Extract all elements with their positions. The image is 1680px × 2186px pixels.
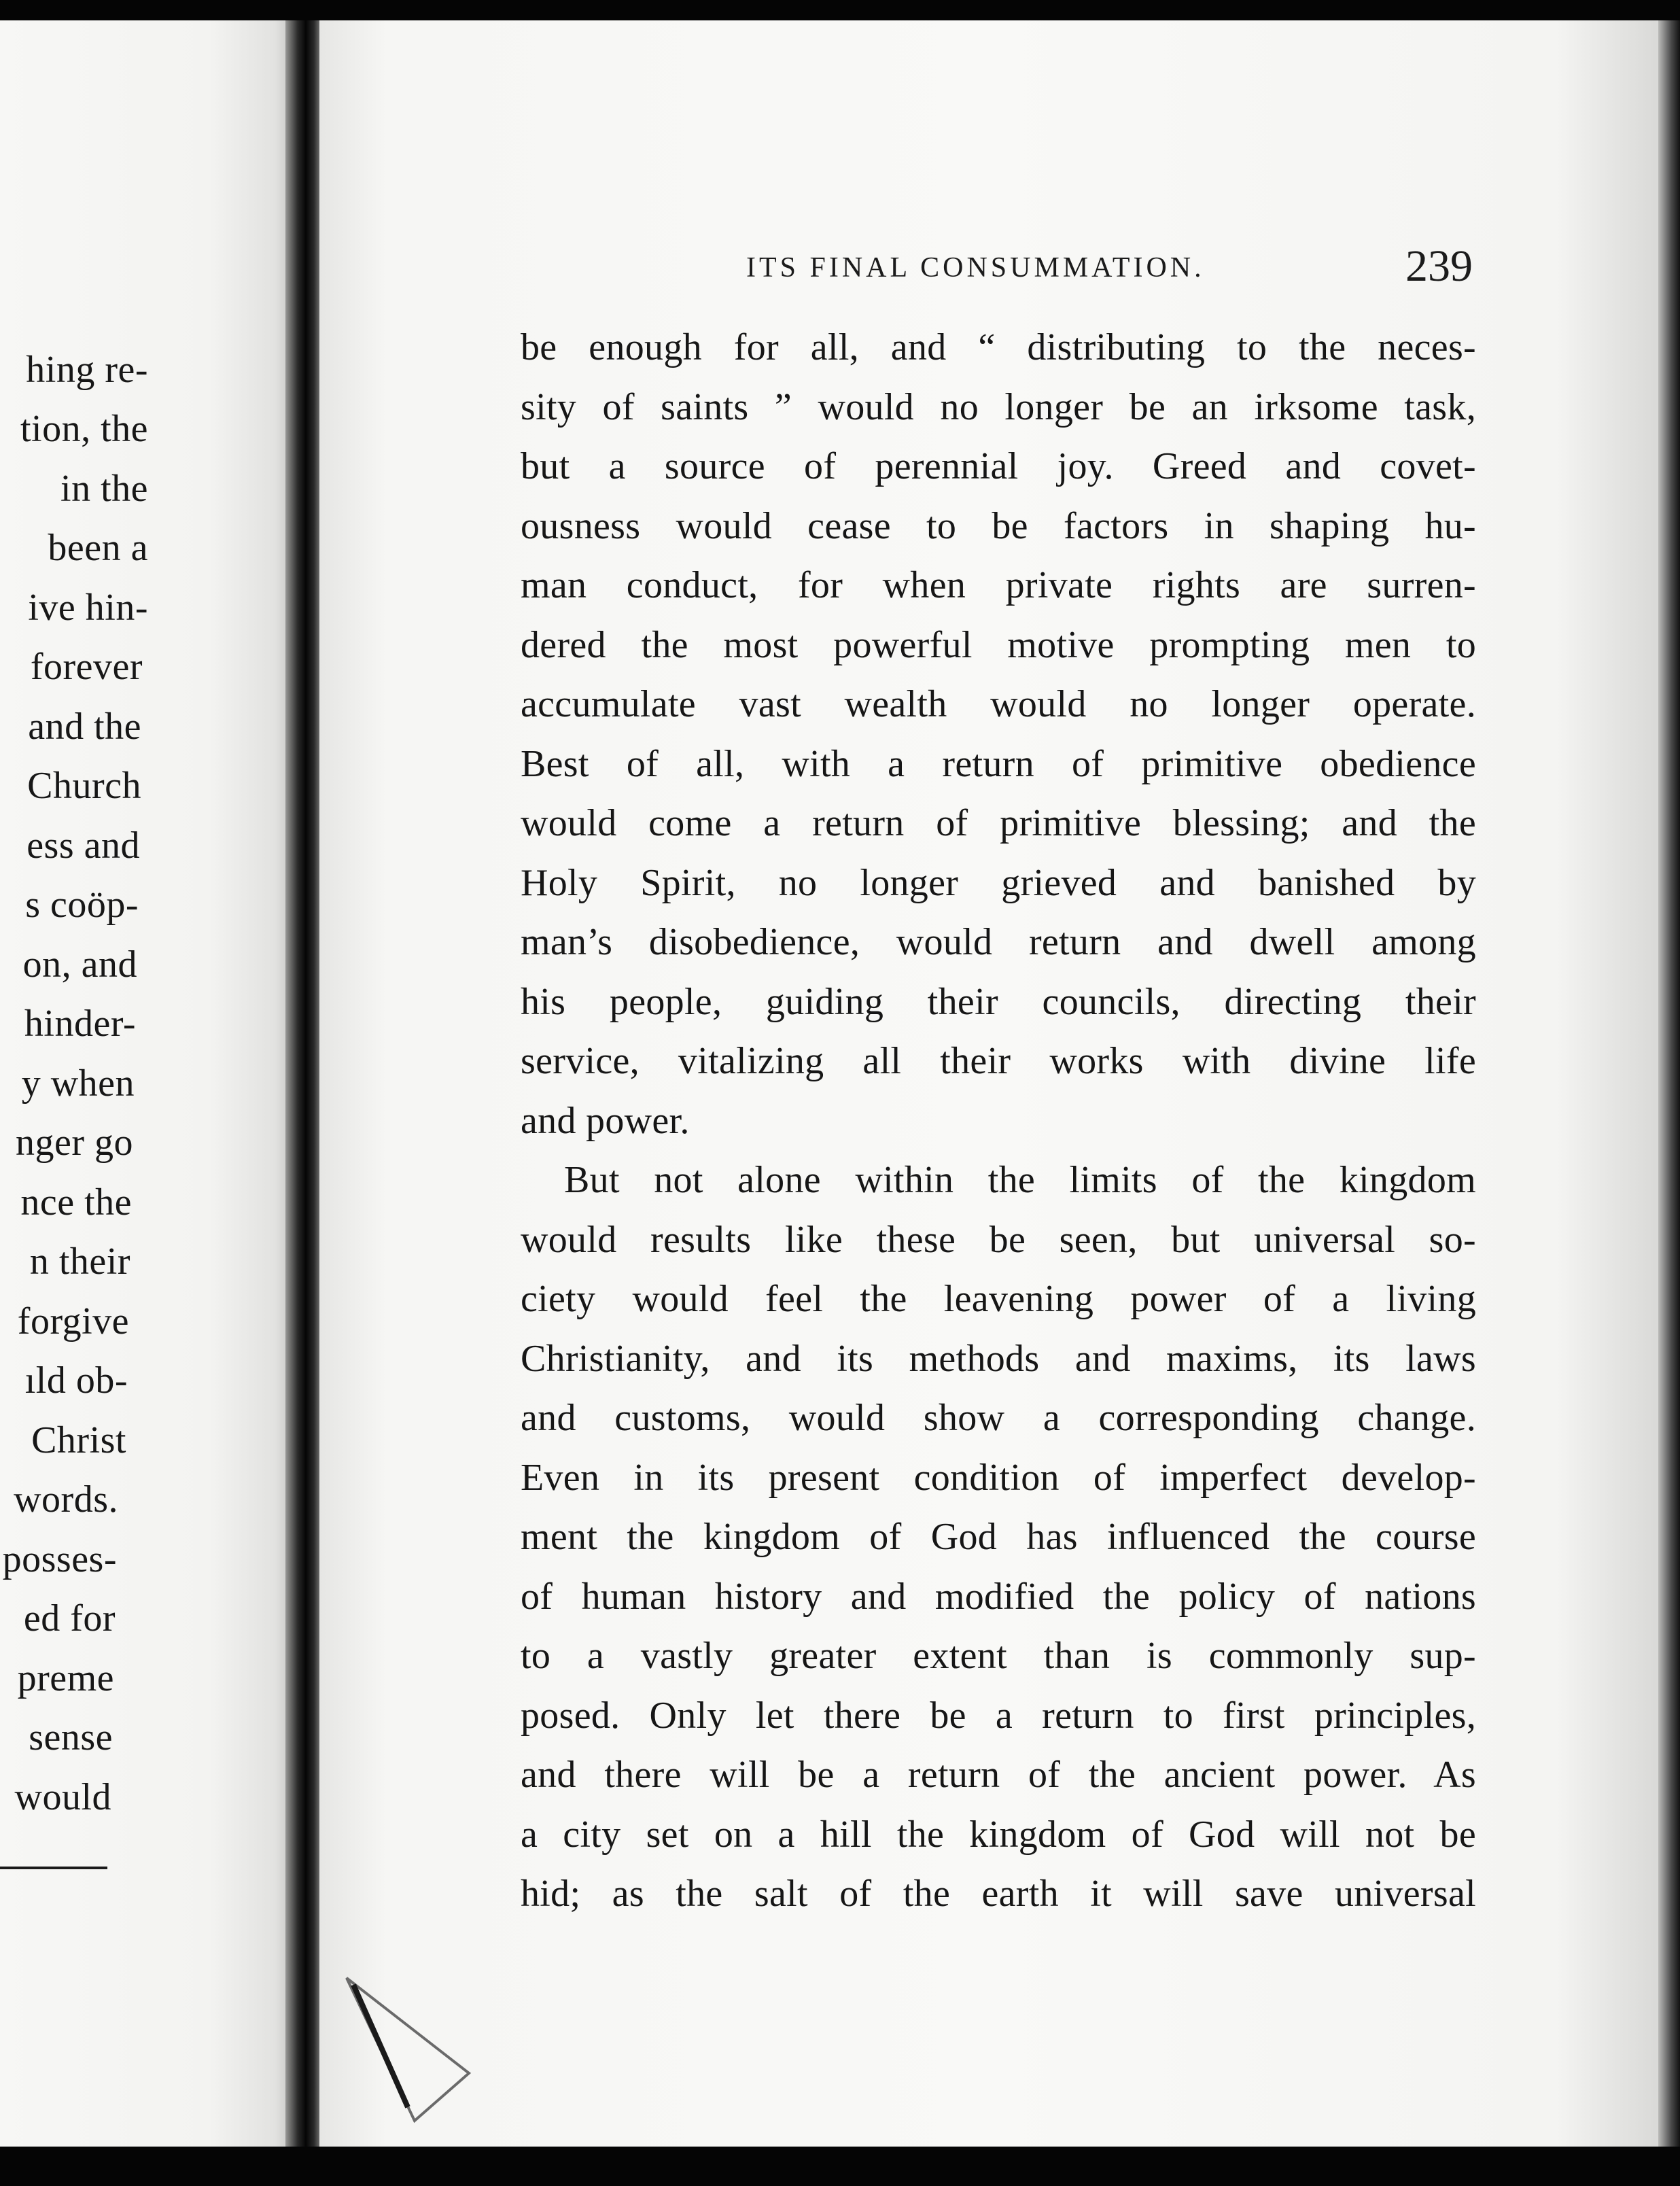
left-page-line: Christ [31, 1419, 126, 1461]
text-line: of human history and modified the policy of nations [521, 1575, 1476, 1618]
left-page-line: forgive [17, 1300, 129, 1342]
left-page-line: in the [60, 468, 148, 510]
text-line: sity of saints ” would no longer be an irksome task, [521, 385, 1476, 428]
left-page-line: tion, the [20, 408, 148, 450]
text-line: a city set on a hill the kingdom of God will not be [521, 1813, 1476, 1856]
text-line: and customs, would show a corresponding change. [521, 1397, 1476, 1439]
scan-border-bottom [0, 2147, 1680, 2186]
right-page-edge [1658, 20, 1680, 2148]
left-page-footnote-rule [0, 1867, 107, 1869]
text-line: Christianity, and its methods and maxims, its laws [521, 1337, 1476, 1380]
text-line: would results like these be seen, but universal so- [521, 1218, 1476, 1261]
left-page-line: forever [30, 646, 143, 688]
text-line: service, vitalizing all their works with divine life [521, 1040, 1476, 1082]
page-number: 239 [1405, 241, 1473, 291]
left-page-line: hing re- [26, 349, 148, 391]
left-page-line: y when [21, 1062, 135, 1105]
left-page-line: been a [48, 527, 148, 569]
left-page-line: n their [29, 1241, 130, 1283]
left-page-line: sense [29, 1716, 113, 1758]
text-line: man conduct, for when private rights are surren- [521, 564, 1476, 606]
body-text [521, 318, 1476, 1924]
left-page-line: nger go [15, 1122, 133, 1164]
left-page-line: s coöp- [25, 884, 139, 926]
text-line: posed. Only let there be a return to first principles, [521, 1694, 1476, 1737]
left-page-line: words. [14, 1478, 118, 1521]
text-line: but a source of perennial joy. Greed and covet- [521, 445, 1476, 487]
left-page-line: ed for [23, 1597, 116, 1640]
left-page-line: ive hin- [28, 587, 148, 629]
text-line: Best of all, with a return of primitive obedience [521, 742, 1476, 785]
left-page-line: Church [27, 765, 141, 807]
left-page-line: ess and [27, 825, 140, 867]
torn-page-corner [333, 1971, 483, 2134]
text-line: dered the most powerful motive prompting men to [521, 623, 1476, 666]
text-line: accumulate vast wealth would no longer operate. [521, 683, 1476, 725]
text-line: Even in its present condition of imperfect develop- [521, 1456, 1476, 1499]
left-page-line: nce the [20, 1181, 132, 1224]
left-page-line: ıld ob- [24, 1359, 128, 1402]
text-line: and there will be a return of the ancient power. As [521, 1754, 1476, 1796]
left-page-line: preme [17, 1657, 114, 1699]
left-page-line: posses- [2, 1538, 117, 1580]
text-line: to a vastly greater extent than is commonly sup- [521, 1635, 1476, 1677]
left-page-line: and the [28, 706, 141, 748]
text-line: be enough for all, and “ distributing to the neces- [521, 326, 1476, 368]
left-page-line: hinder- [24, 1003, 136, 1045]
left-page-line: would [14, 1776, 111, 1818]
text-line: would come a return of primitive blessing; and the [521, 802, 1476, 844]
text-line: ousness would cease to be factors in shaping hu- [521, 504, 1476, 547]
text-line: and power. [521, 1099, 690, 1142]
running-head: ITS FINAL CONSUMMATION. [746, 252, 1205, 283]
text-line: Holy Spirit, no longer grieved and banished by [521, 861, 1476, 904]
text-line: But not alone within the limits of the kingdom [564, 1159, 1476, 1201]
text-line: his people, guiding their councils, directing their [521, 980, 1476, 1023]
text-line: man’s disobedience, would return and dwell among [521, 921, 1476, 963]
text-line: ciety would feel the leavening power of a living [521, 1278, 1476, 1320]
left-page [0, 20, 299, 2148]
text-line: hid; as the salt of the earth it will save universal [521, 1873, 1476, 1915]
text-line: ment the kingdom of God has influenced the course [521, 1516, 1476, 1558]
left-page-line: on, and [22, 943, 137, 986]
